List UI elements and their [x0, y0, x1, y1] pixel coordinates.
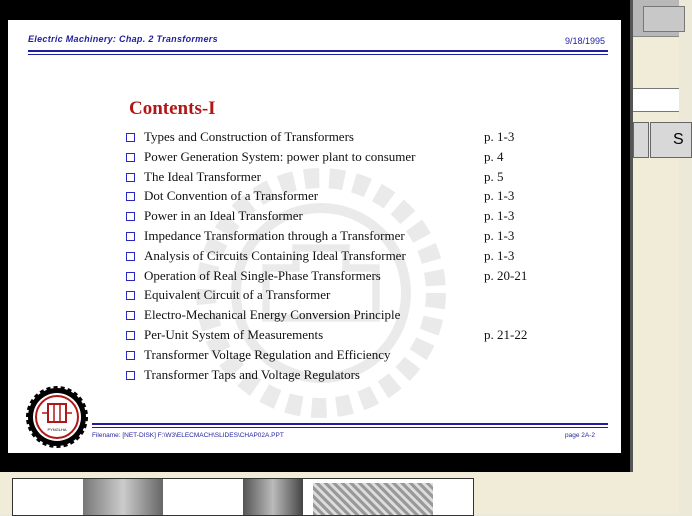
logo-text: PYNGLHA	[47, 427, 67, 432]
bullet-icon	[126, 371, 135, 380]
background-toolbar	[633, 0, 679, 37]
bullet-icon	[126, 212, 135, 221]
list-item: The Ideal Transformer p. 5	[126, 168, 546, 188]
bullet-icon	[126, 311, 135, 320]
bullet-icon	[126, 291, 135, 300]
bullet-icon	[126, 153, 135, 162]
list-item: Per-Unit System of Measurements p. 21-22	[126, 326, 546, 346]
footer-rule-thin	[92, 427, 608, 428]
slide[interactable]	[8, 20, 621, 453]
background-tab-label: S	[673, 131, 684, 148]
slide-title: Contents-I	[129, 98, 216, 119]
list-item: Operation of Real Single-Phase Transformers p. 20-21	[126, 267, 546, 287]
list-item: Transformer Voltage Regulation and Efficiency	[126, 346, 546, 366]
list-item: Electro-Mechanical Energy Conversion Principle	[126, 306, 546, 326]
bullet-icon	[126, 252, 135, 261]
bullet-icon	[126, 133, 135, 142]
footer-filename: Filename: [NET-DISK] F:\W3\ELECMACH\SLIDES\CHAP02A.PPT	[92, 432, 284, 439]
list-item: Analysis of Circuits Containing Ideal Transformer p. 1-3	[126, 247, 546, 267]
footer-rule	[92, 423, 608, 425]
background-toolbar-button[interactable]	[643, 6, 685, 32]
bullet-icon	[126, 232, 135, 241]
list-item: Dot Convention of a Transformer p. 1-3	[126, 187, 546, 207]
header-rule-thin	[28, 54, 608, 55]
background-tab-s[interactable]	[650, 122, 692, 158]
background-photo	[12, 478, 474, 516]
list-item: Power Generation System: power plant to consumer p. 4	[126, 148, 546, 168]
contents-list	[126, 128, 546, 385]
list-item: Transformer Taps and Voltage Regulators	[126, 366, 546, 386]
bullet-icon	[126, 173, 135, 182]
university-logo-icon	[26, 386, 88, 448]
bullet-icon	[126, 331, 135, 340]
list-item: Equivalent Circuit of a Transformer	[126, 286, 546, 306]
background-input-bar[interactable]	[633, 88, 679, 112]
bullet-icon	[126, 351, 135, 360]
background-tab-left[interactable]	[633, 122, 649, 158]
header-rule	[28, 50, 608, 52]
slide-header-title: Electric Machinery: Chap. 2 Transformers	[28, 34, 218, 44]
window-edge	[630, 0, 633, 472]
list-item: Power in an Ideal Transformer p. 1-3	[126, 207, 546, 227]
slide-header-date: 9/18/1995	[564, 36, 605, 46]
list-item: Impedance Transformation through a Transformer p. 1-3	[126, 227, 546, 247]
bullet-icon	[126, 272, 135, 281]
list-item: Types and Construction of Transformers p. 1-3	[126, 128, 546, 148]
footer-page-number: page 2A-2	[565, 432, 595, 439]
background-window	[633, 0, 679, 514]
bullet-icon	[126, 192, 135, 201]
